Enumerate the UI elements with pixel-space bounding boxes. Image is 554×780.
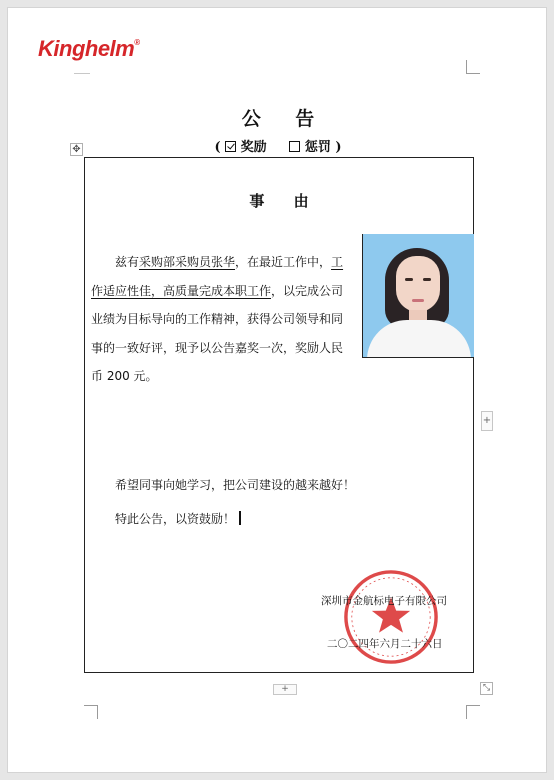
- notice-title: 公 告: [241, 108, 329, 130]
- document-page: [7, 7, 547, 773]
- crop-mark-bottom-right: [466, 705, 480, 719]
- logo-text: Kinghelm: [38, 36, 135, 61]
- text-cursor: [239, 511, 241, 525]
- add-column-button[interactable]: +: [481, 411, 493, 431]
- notice-date: 二〇二四年六月二十六日: [327, 638, 443, 650]
- closing-line-1[interactable]: 希望同事向她学习，把公司建设的越来越好！: [115, 478, 356, 492]
- closing-line-2[interactable]: 特此公告，以资鼓励！: [115, 510, 241, 527]
- close-paren: ): [335, 140, 342, 155]
- para-line-5: 币 200 元。: [91, 369, 158, 383]
- checkbox-empty-icon[interactable]: [289, 141, 300, 152]
- achievement-text: 作适应性佳，高质量完成本职工作: [91, 283, 272, 298]
- company-name: 深圳市金航标电子有限公司: [321, 595, 447, 607]
- para-line-2: 作适应性佳，高质量完成本职工作，以完成公司: [91, 283, 344, 298]
- resize-icon[interactable]: ⤡: [480, 682, 493, 695]
- move-icon[interactable]: ✥: [70, 143, 83, 156]
- employee-name: 采购部采购员张华: [139, 255, 236, 269]
- para-line-1: 兹有采购部采购员张华，在最近工作中，工: [115, 255, 344, 269]
- commendation-paragraph[interactable]: [85, 248, 362, 391]
- para-line-4: 事的一致好评，现予以公告嘉奖一次，奖励人民: [91, 340, 344, 355]
- company-logo: [38, 36, 140, 62]
- add-row-button[interactable]: +: [273, 684, 297, 695]
- notice-type-selector: [8, 136, 548, 155]
- crop-mark-bottom-left: [84, 705, 98, 719]
- checkbox-checked-icon[interactable]: [225, 141, 236, 152]
- registered-mark: ®: [134, 38, 140, 47]
- option-reward-label: 奖励: [240, 140, 267, 155]
- section-title: 事 由: [249, 192, 321, 210]
- content-table[interactable]: [84, 157, 474, 673]
- company-seal-icon: [342, 568, 440, 666]
- option-penalty-label: 惩罚: [304, 140, 331, 155]
- crop-mark-top-right: [466, 60, 480, 74]
- header-divider: [74, 73, 90, 74]
- para-line-3: 业绩为目标导向的工作精神，获得公司领导和同: [91, 312, 344, 326]
- employee-photo: [362, 234, 474, 358]
- open-paren: (: [214, 140, 221, 155]
